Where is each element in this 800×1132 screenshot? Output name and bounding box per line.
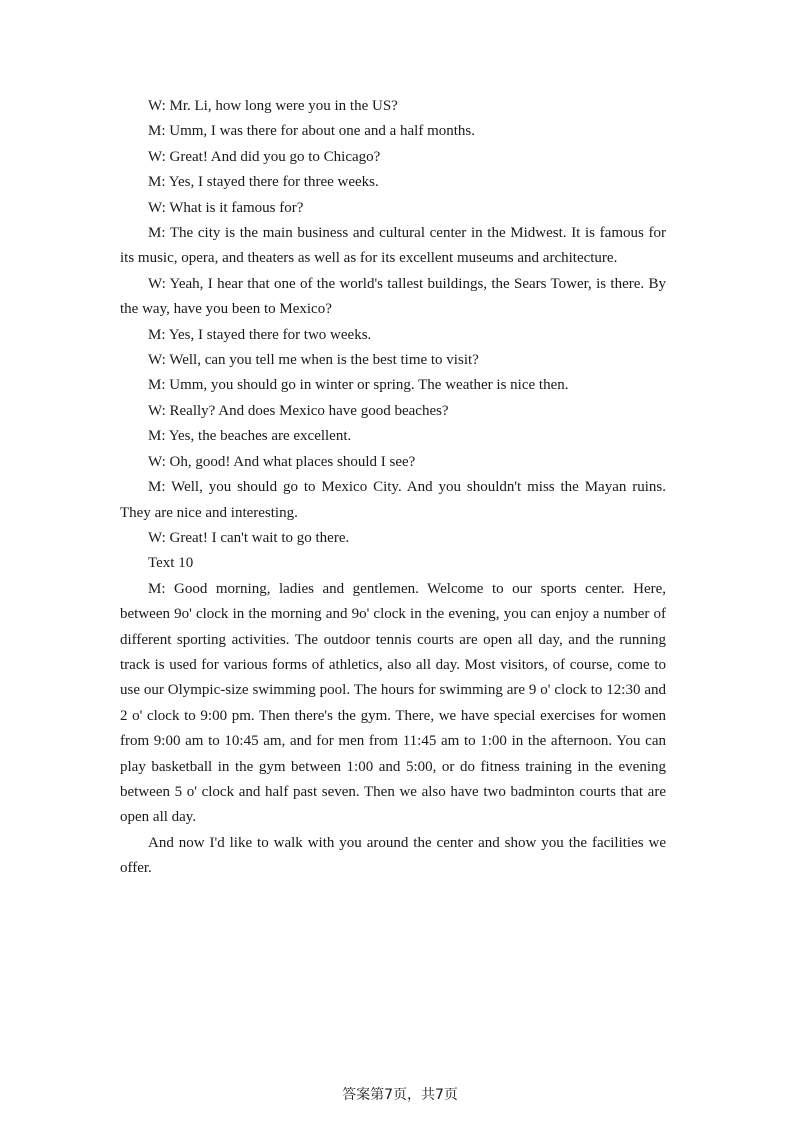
dialogue-line: W: Great! And did you go to Chicago? bbox=[148, 148, 381, 165]
dialogue-line: M: The city is the main business and cultural center in the Midwest. It is famous for its music, opera, and theaters as well as for its excellent museums and architecture. bbox=[120, 225, 666, 267]
dialogue-line: W: Mr. Li, how long were you in the US? bbox=[148, 98, 398, 114]
dialogue-line: W: Really? And does Mexico have good beaches? bbox=[148, 402, 449, 419]
monologue-paragraph: M: Good morning, ladies and gentlemen. Welcome to our sports center. Here, between 9o' clock in the morning and 9o' clock in the evening, you can enjoy a number of different sporting activities. The outdoor tennis courts are open all day, and the running track is used for various forms of athletics, also all day. Most visitors, of course, come to use our Olympic-size swimming pool. The hours for swimming are 9 o' clock to 12:30 and 2 o' clock to 9:00 pm. Then there's the gym. There, we have special exercises for women from 9:00 am to 10:45 am, and for men from 11:45 am to 1:00 in the afternoon. You can play basketball in the gym between 1:00 and 5:00, or do fitness training in the evening between 5 o' clock and half past seven. Then we also have two badminton courts that are open all day. bbox=[120, 580, 666, 826]
dialogue-line: W: Yeah, I hear that one of the world's tallest buildings, the Sears Tower, is there. By the way, have you been to Mexico? bbox=[120, 275, 666, 318]
dialogue-line: W: Well, can you tell me when is the best time to visit? bbox=[148, 352, 479, 369]
dialogue-line: M: Yes, the beaches are excellent. bbox=[148, 428, 352, 445]
dialogue-line: W: What is it famous for? bbox=[148, 199, 304, 216]
dialogue-line: M: Well, you should go to Mexico City. And you shouldn't miss the Mayan ruins. They are nice and interesting. bbox=[120, 479, 666, 521]
dialogue-line: M: Umm, I was there for about one and a half months. bbox=[148, 123, 476, 140]
section-heading: Text 10 bbox=[148, 555, 194, 572]
transcript-body bbox=[120, 94, 666, 882]
dialogue-line: M: Umm, you should go in winter or spring. The weather is nice then. bbox=[148, 377, 569, 394]
dialogue-line: M: Yes, I stayed there for two weeks. bbox=[148, 326, 372, 343]
page-footer: 答案第7页，共7页 bbox=[342, 1087, 458, 1103]
dialogue-line: W: Oh, good! And what places should I see? bbox=[148, 453, 416, 470]
monologue-paragraph: And now I'd like to walk with you around the center and show you the facilities we offer. bbox=[120, 834, 666, 877]
dialogue-line: W: Great! I can't wait to go there. bbox=[148, 529, 350, 546]
dialogue-line: M: Yes, I stayed there for three weeks. bbox=[148, 174, 379, 191]
